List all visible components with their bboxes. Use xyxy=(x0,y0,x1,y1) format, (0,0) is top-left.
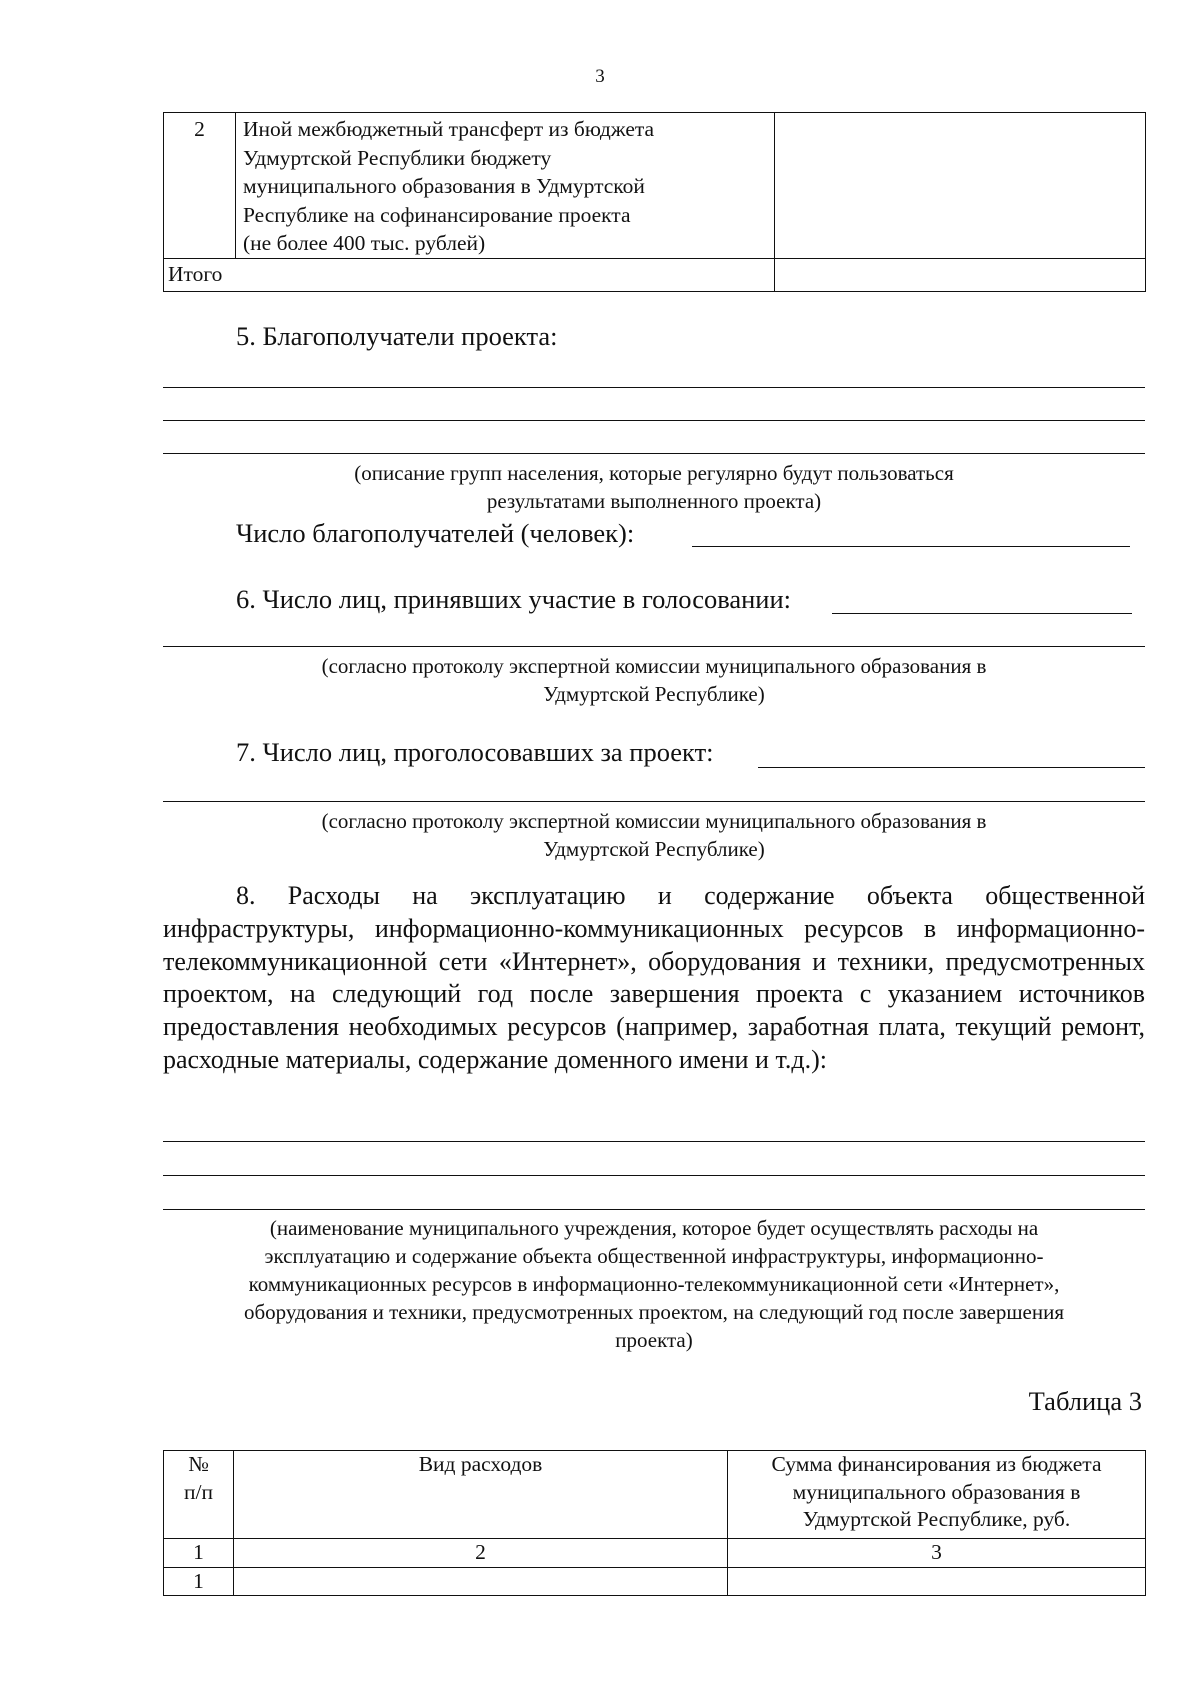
header-amount-line: муниципального образования в xyxy=(792,1479,1081,1504)
section-5-note xyxy=(163,459,1145,515)
row-description-line: (не более 400 тыс. рублей) xyxy=(243,231,486,255)
note-line: (описание групп населения, которые регулярно будут пользоваться xyxy=(354,461,954,485)
fill-in-line xyxy=(163,420,1145,421)
beneficiaries-count-label: Число благополучателей (человек): xyxy=(236,518,635,548)
note-line: результатами выполненного проекта) xyxy=(486,489,822,513)
row-expense-type-cell xyxy=(234,1567,728,1596)
note-line: (наименование муниципального учреждения, которое будет осуществлять расходы на xyxy=(269,1216,1039,1240)
header-amount-line: Сумма финансирования из бюджета xyxy=(771,1452,1102,1476)
row-number-cell: 2 xyxy=(164,113,236,259)
fill-in-line xyxy=(163,646,1145,647)
total-amount-cell xyxy=(775,258,1146,291)
voters-count-blank xyxy=(832,613,1132,614)
beneficiaries-count-blank xyxy=(692,546,1130,547)
column-number-row xyxy=(164,1539,1146,1568)
row-number-cell: 1 xyxy=(164,1567,234,1596)
row-description-cell xyxy=(236,113,775,259)
note-line: Удмуртской Республике) xyxy=(543,682,765,706)
section-6-heading: 6. Число лиц, принявших участие в голосовании: xyxy=(236,584,792,614)
table-row xyxy=(164,113,1146,259)
section-8-note xyxy=(163,1214,1145,1354)
section-8-paragraph: 8. Расходы на эксплуатацию и содержание объекта общественной инфраструктуры, информационно-коммуникационных ресурсов в информационно-телекоммуникационной сети «Интернет», оборудования и техники, предусмотренных проектом, на следующий год после завершения проекта с указанием источников предоставления необходимых ресурсов (например, заработная плата, текущий ремонт, расходные материалы, содержание доменного имени и т.д.): xyxy=(163,881,1145,1074)
row-description-line: Иной межбюджетный трансферт из бюджета xyxy=(243,117,655,141)
header-amount-line: Удмуртской Республике, руб. xyxy=(802,1507,1071,1531)
table-header-row xyxy=(164,1451,1146,1539)
row-amount-cell xyxy=(728,1567,1146,1596)
header-amount xyxy=(728,1451,1146,1539)
header-number-line: № xyxy=(188,1452,209,1476)
note-line: (согласно протоколу экспертной комиссии муниципального образования в xyxy=(321,809,987,833)
column-number: 2 xyxy=(234,1539,728,1568)
note-line: оборудования и техники, предусмотренных проектом, на следующий год после завершения xyxy=(244,1300,1064,1324)
column-number: 3 xyxy=(728,1539,1146,1568)
note-line: коммуникационных ресурсов в информационно-телекоммуникационной сети «Интернет», xyxy=(248,1272,1060,1296)
page-number: 3 xyxy=(595,66,605,87)
note-line: (согласно протоколу экспертной комиссии муниципального образования в xyxy=(321,654,987,678)
section-6-note xyxy=(163,652,1145,708)
row-description-line: Удмуртской Республики бюджету xyxy=(243,145,552,170)
fill-in-line xyxy=(163,1175,1145,1176)
expenses-table xyxy=(163,1450,1146,1596)
fill-in-line xyxy=(163,453,1145,454)
budget-table xyxy=(163,112,1146,292)
section-5-heading: 5. Благополучатели проекта: xyxy=(236,321,558,351)
votes-for-count-blank xyxy=(758,767,1145,768)
table-row-total xyxy=(164,258,1146,291)
note-line: проекта) xyxy=(615,1328,693,1352)
fill-in-line xyxy=(163,801,1145,802)
fill-in-line xyxy=(163,1209,1145,1210)
column-number: 1 xyxy=(164,1539,234,1568)
table-3-caption: Таблица 3 xyxy=(1028,1386,1142,1416)
section-7-heading: 7. Число лиц, проголосовавших за проект: xyxy=(236,737,714,767)
header-number xyxy=(164,1451,234,1539)
section-7-note xyxy=(163,807,1145,863)
header-number-line: п/п xyxy=(184,1479,213,1504)
row-description-line: муниципального образования в Удмуртской xyxy=(243,174,645,198)
total-label-cell: Итого xyxy=(164,258,775,291)
row-amount-cell xyxy=(775,113,1146,259)
fill-in-line xyxy=(163,387,1145,388)
note-line: Удмуртской Республике) xyxy=(543,837,765,861)
header-expense-type: Вид расходов xyxy=(234,1451,728,1539)
fill-in-line xyxy=(163,1141,1145,1142)
note-line: эксплуатацию и содержание объекта общественной инфраструктуры, информационно- xyxy=(264,1244,1044,1268)
row-description-line: Республике на софинансирование проекта xyxy=(243,202,631,227)
table-row xyxy=(164,1567,1146,1596)
